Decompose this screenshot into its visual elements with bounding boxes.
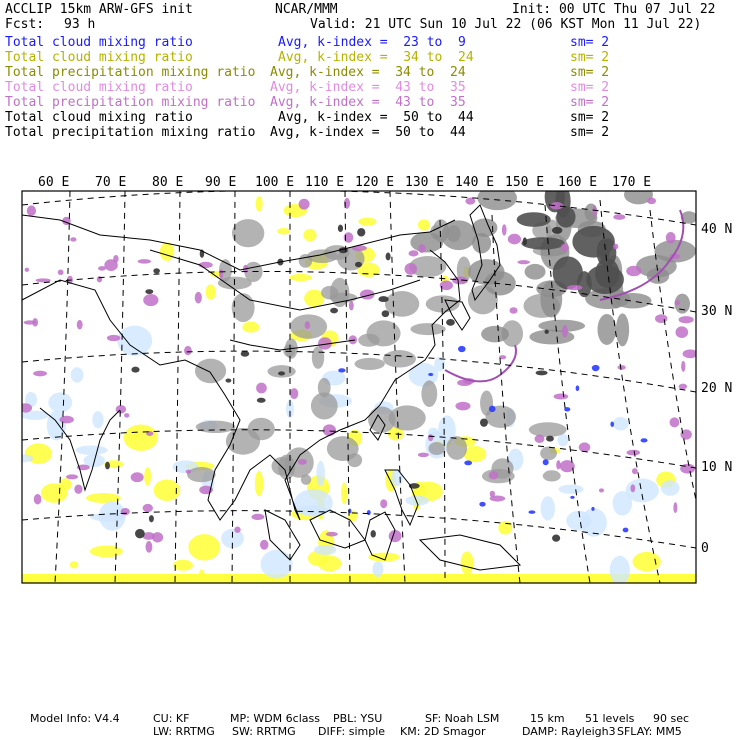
legend-field: Total precipitation mixing ratio bbox=[5, 125, 256, 140]
footer-item: PBL: YSU bbox=[333, 712, 383, 725]
legend-sm: sm= 2 bbox=[570, 65, 610, 80]
model-title: ACCLIP 15km ARW-GFS init bbox=[5, 2, 193, 17]
legend-field: Total cloud mixing ratio bbox=[5, 50, 193, 65]
lon-label: 60 E bbox=[38, 175, 70, 190]
footer-item: CU: KF bbox=[153, 712, 190, 725]
map-area bbox=[11, 181, 698, 586]
legend-field: Total cloud mixing ratio bbox=[5, 35, 193, 50]
fcst-label: Fcst: bbox=[5, 17, 45, 32]
legend-avg: Avg, k-index = 43 to 35 bbox=[270, 95, 466, 110]
legend-sm: sm= 2 bbox=[570, 35, 610, 50]
legend-avg: Avg, k-index = 34 to 24 bbox=[278, 50, 474, 65]
legend-sm: sm= 2 bbox=[570, 125, 610, 140]
lon-label: 170 E bbox=[612, 175, 652, 190]
legend-avg: Avg, k-index = 43 to 35 bbox=[270, 80, 466, 95]
footer-item: 51 levels bbox=[585, 712, 635, 725]
valid-time: Valid: 21 UTC Sun 10 Jul 22 (06 KST Mon 11 Jul 22) bbox=[310, 17, 702, 32]
legend-avg: Avg, k-index = 23 to 9 bbox=[278, 35, 466, 50]
lat-label: 10 N bbox=[701, 460, 733, 475]
legend-field: Total precipitation mixing ratio bbox=[5, 95, 256, 110]
legend-sm: sm= 2 bbox=[570, 80, 610, 95]
lat-label: 0 bbox=[701, 541, 709, 556]
lon-label: 160 E bbox=[558, 175, 598, 190]
footer-item: 15 km bbox=[530, 712, 565, 725]
lat-label: 20 N bbox=[701, 381, 733, 396]
legend-avg: Avg, k-index = 50 to 44 bbox=[270, 125, 466, 140]
init-time: Init: 00 UTC Thu 07 Jul 22 bbox=[512, 2, 716, 17]
footer-item: DAMP: Rayleigh3 bbox=[522, 725, 616, 738]
lon-label: 140 E bbox=[455, 175, 495, 190]
lat-label: 30 N bbox=[701, 304, 733, 319]
legend-sm: sm= 2 bbox=[570, 50, 610, 65]
legend-field: Total cloud mixing ratio bbox=[5, 110, 193, 125]
legend-field: Total precipitation mixing ratio bbox=[5, 65, 256, 80]
footer-item: SF: Noah LSM bbox=[425, 712, 500, 725]
legend-sm: sm= 2 bbox=[570, 95, 610, 110]
latitude-labels bbox=[701, 222, 732, 556]
legend-avg: Avg, k-index = 34 to 24 bbox=[270, 65, 466, 80]
legend-avg: Avg, k-index = 50 to 44 bbox=[278, 110, 474, 125]
footer-item: LW: RRTMG bbox=[153, 725, 215, 738]
footer-item: SW: RRTMG bbox=[232, 725, 296, 738]
legend-sm: sm= 2 bbox=[570, 110, 610, 125]
lon-label: 90 E bbox=[205, 175, 237, 190]
footer-item: SFLAY: MM5 bbox=[617, 725, 682, 738]
fcst-value: 93 h bbox=[64, 17, 96, 32]
lon-label: 120 E bbox=[355, 175, 395, 190]
footer-item: KM: 2D Smagor bbox=[400, 725, 486, 738]
org-label: NCAR/MMM bbox=[275, 2, 338, 17]
lon-label: 80 E bbox=[152, 175, 184, 190]
lon-label: 110 E bbox=[305, 175, 345, 190]
lon-label: 100 E bbox=[255, 175, 295, 190]
footer-item: DIFF: simple bbox=[318, 725, 386, 738]
longitude-labels bbox=[38, 175, 651, 190]
lon-label: 150 E bbox=[505, 175, 545, 190]
lat-label: 40 N bbox=[701, 222, 733, 237]
lon-label: 130 E bbox=[405, 175, 445, 190]
footer-item: Model Info: V4.4 bbox=[30, 712, 120, 725]
legend-field: Total cloud mixing ratio bbox=[5, 80, 193, 95]
lon-label: 70 E bbox=[95, 175, 127, 190]
footer-item: MP: WDM 6class bbox=[230, 712, 320, 725]
footer-item: 90 sec bbox=[653, 712, 690, 725]
